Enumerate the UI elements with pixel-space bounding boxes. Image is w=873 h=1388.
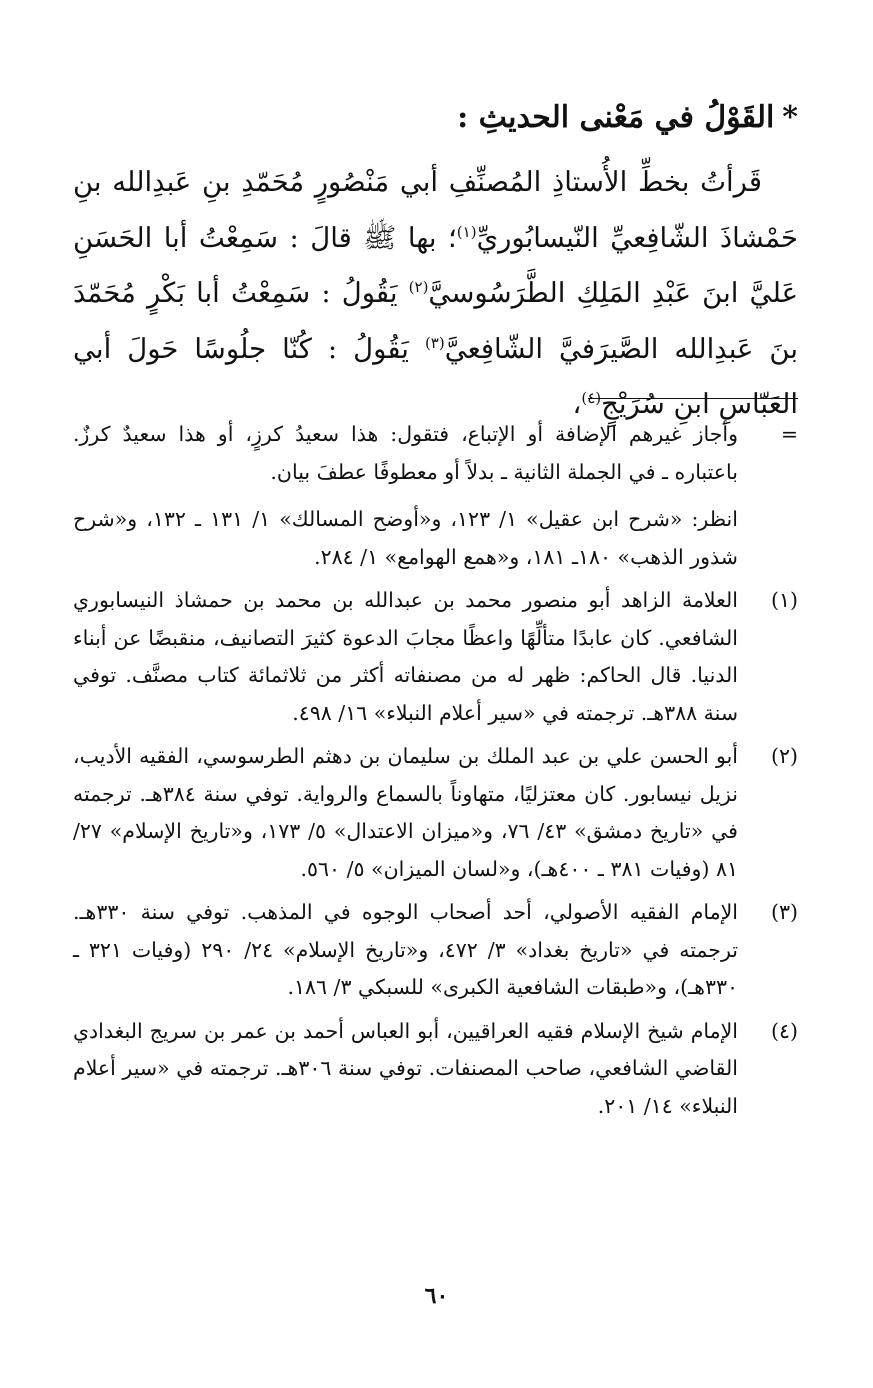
footnote-ref-4: (٤): [581, 388, 602, 407]
page-number: ٦٠: [424, 1283, 449, 1309]
footnote-2: [73, 738, 798, 888]
footnote-3: [73, 894, 798, 1007]
footnote-mark: (٢): [770, 744, 798, 768]
main-text-part-1: قَرأتُ بخطِّ الأُستاذِ المُصنِّفِ أبي مَنْصُورٍ مُحَمّدِ بنِ عَبدِالله بنِ حَمْشاذَ الشّافِعيِّ النّيسابُوريِّ: [73, 166, 798, 254]
main-text-part-5: ،: [572, 388, 582, 420]
footnote-paragraph: وأجاز غيرهم الإضافة أو الإتباع، فتقول: هذا سعيدُ كرزٍ، أو هذا سعيدٌ كرزٌ. باعتباره ـ في الجملة الثانية ـ بدلاً أو معطوفًا عطفَ بيان.: [73, 422, 738, 484]
footnote-paragraph: العلامة الزاهد أبو منصور محمد بن عبدالله بن محمد بن حمشاذ النيسابوري الشافعي. كان عابدًا متألِّهًا واعظًا مجابَ الدعوة كثيرَ التصانيف، منقبضًا عن أبناء الدنيا. قال الحاكم: ظهر له من مصنفاته أكثر من ثلاثمائة كتاب مصنَّف. توفي سنة ٣٨٨هـ. ترجمته في «سير أعلام النبلاء» ١٦/ ٤٩٨.: [73, 588, 738, 725]
main-text-part-4: يَقُولُ : كُنّا جلُوسًا حَولَ أبي العَبّاسِ ابنِ سُرَيْجٍ: [73, 332, 798, 420]
footnote-4: [73, 1013, 798, 1126]
footnote-paragraph: الإمام الفقيه الأصولي، أحد أصحاب الوجوه في المذهب. توفي سنة ٣٣٠هـ. ترجمته في «تاريخ بغداد» ٣/ ٤٧٢، و«تاريخ الإسلام» ٢٤/ ٢٩٠ (وفيات ٣٢١ ـ ٣٣٠هـ)، و«طبقات الشافعية الكبرى» للسبكي ٣/ ١٨٦.: [73, 900, 738, 999]
star-marker: *: [782, 100, 798, 135]
main-paragraph: [73, 155, 798, 433]
section-heading: [68, 96, 798, 140]
footnote-1: [73, 582, 798, 732]
footnote-ref-2: (٢): [408, 277, 429, 296]
footnote-mark: (٤): [770, 1018, 798, 1043]
footnotes: [73, 416, 798, 1131]
footnote-continued: [73, 416, 798, 576]
footnote-separator: [588, 398, 798, 399]
section-heading-text: القَوْلُ في مَعْنى الحديثِ :: [457, 100, 775, 135]
footnote-ref-1: (١): [456, 222, 477, 241]
footnote-paragraph: انظر: «شرح ابن عقيل» ١/ ١٢٣، و«أوضح المسالك» ١/ ١٣١ ـ ١٣٢، و«شرح شذور الذهب» ١٨٠ـ ١٨١، و«همع الهوامع» ١/ ٢٨٤.: [73, 507, 738, 569]
main-text-part-3: يَقُولُ : سَمِعْتُ أبا بَكْرٍ مُحَمّدَ بنَ عَبدِالله الصَّيرَفيَّ الشّافِعيَّ: [73, 277, 798, 365]
footnote-paragraph: أبو الحسن علي بن عبد الملك بن سليمان بن دهثم الطرسوسي، الفقيه الأديب، نزيل نيسابور. كان معتزليًا، متهاوناً بالسماع والرواية. توفي سنة ٣٨٤هـ. ترجمته في «تاريخ دمشق» ٤٣/ ٧٦، و«ميزان الاعتدال» ٥/ ١٧٣، و«تاريخ الإسلام» ٢٧/ ٨١ (وفيات ٣٨١ ـ ٤٠٠هـ)، و«لسان الميزان» ٥/ ٥٦٠.: [73, 744, 738, 881]
footnote-mark: =: [780, 422, 798, 446]
footnote-paragraph: الإمام شيخ الإسلام فقيه العراقيين، أبو العباس أحمد بن عمر بن سريج البغدادي القاضي الشافعي، صاحب المصنفات. توفي سنة ٣٠٦هـ. ترجمته في «سير أعلام النبلاء» ١٤/ ٢٠١.: [73, 1018, 738, 1118]
footnote-mark: (١): [770, 588, 798, 612]
footnote-mark: (٣): [770, 900, 798, 924]
footnote-ref-3: (٣): [424, 333, 445, 352]
main-text-part-2: ؛ بها ﷺ قالَ : سَمِعْتُ أبا الحَسَنِ عَليَّ ابنَ عَبْدِ المَلِكِ الطَّرَسُوسيَّ: [73, 221, 798, 309]
